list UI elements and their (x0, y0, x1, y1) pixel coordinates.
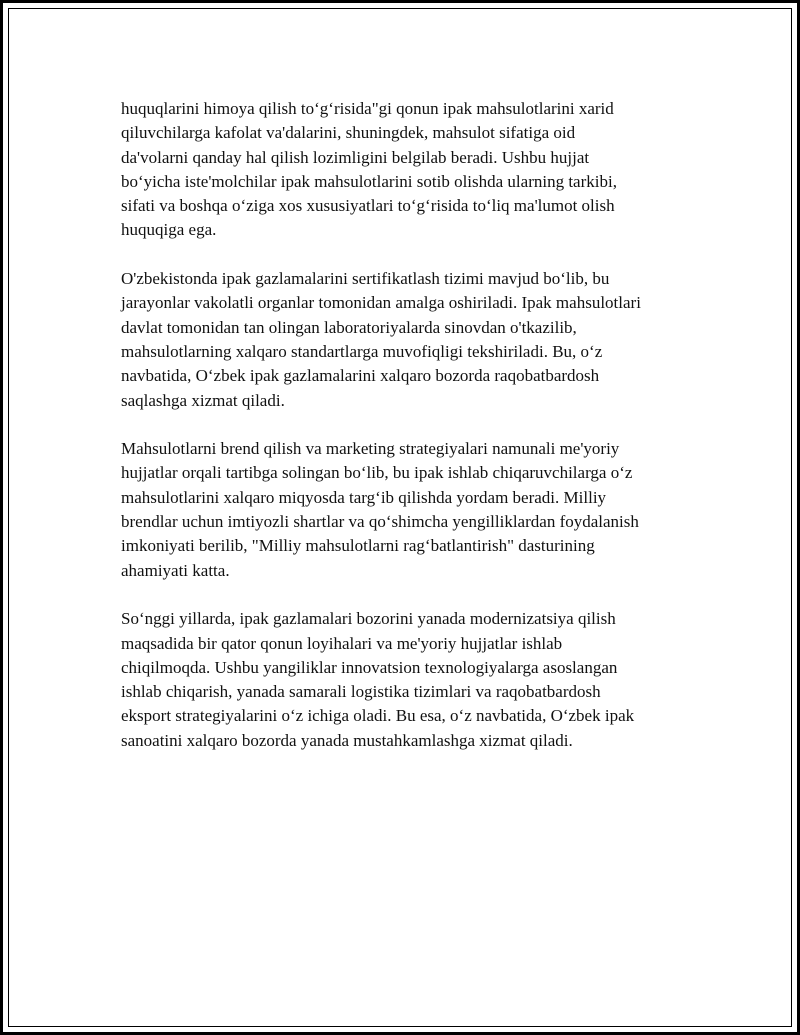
paragraph-branding (121, 437, 701, 583)
text-line: imkoniyati berilib, "Milliy mahsulotlarni rag‘batlantirish" dasturining (121, 536, 595, 556)
text-line: hujjatlar orqali tartibga solingan bo‘lib, bu ipak ishlab chiqaruvchilarga o‘z (121, 463, 633, 483)
text-line: ishlab chiqarish, yanada samarali logistika tizimlari va raqobatbardosh (121, 682, 601, 702)
text-line: Mahsulotlarni brend qilish va marketing strategiyalari namunali me'yoriy (121, 439, 620, 459)
text-line: eksport strategiyalarini o‘z ichiga oladi. Bu esa, o‘z navbatida, O‘zbek ipak (121, 706, 635, 726)
text-line: saqlashga xizmat qiladi. (121, 390, 285, 410)
text-line: So‘nggi yillarda, ipak gazlamalari bozorini yanada modernizatsiya qilish (121, 609, 616, 629)
text-line: chiqilmoqda. Ushbu yangiliklar innovatsion texnologiyalarga asoslangan (121, 657, 618, 677)
text-line: bo‘yicha iste'molchilar ipak mahsulotlarini sotib olishda ularning tarkibi, (121, 171, 617, 191)
text-line: mahsulotlarini xalqaro miqyosda targ‘ib qilishda yordam beradi. Milliy (121, 487, 607, 507)
text-line: mahsulotlarning xalqaro standartlarga muvofiqligi tekshiriladi. Bu, o‘z (121, 341, 603, 361)
paragraph-modernization (121, 607, 701, 753)
text-line: qiluvchilarga kafolat va'dalarini, shuningdek, mahsulot sifatiga oid (121, 123, 576, 143)
text-line: sifati va boshqa o‘ziga xos xususiyatlari to‘g‘risida to‘liq ma'lumot olish (121, 196, 615, 216)
paragraph-certification (121, 267, 701, 413)
text-line: huquqlarini himoya qilish to‘g‘risida"gi qonun ipak mahsulotlarini xarid (121, 99, 614, 118)
text-line: jarayonlar vakolatli organlar tomonidan amalga oshiriladi. Ipak mahsulotlari (121, 293, 641, 313)
document-body (121, 97, 701, 777)
text-line: navbatida, O‘zbek ipak gazlamalarini xalqaro bozorda raqobatbardosh (121, 366, 600, 386)
text-line: davlat tomonidan tan olingan laboratoriyalarda sinovdan o'tkazilib, (121, 317, 577, 337)
text-line: sanoatini xalqaro bozorda yanada mustahkamlashga xizmat qiladi. (121, 730, 573, 750)
paragraph-consumer-rights (121, 97, 701, 243)
text-line: O'zbekistonda ipak gazlamalarini sertifikatlash tizimi mavjud bo‘lib, bu (121, 269, 610, 289)
text-line: maqsadida bir qator qonun loyihalari va me'yoriy hujjatlar ishlab (121, 633, 563, 653)
text-line: brendlar uchun imtiyozli shartlar va qo‘shimcha yengilliklardan foydalanish (121, 512, 639, 532)
text-line: ahamiyati katta. (121, 560, 230, 580)
text-line: da'volarni qanday hal qilish lozimligini belgilab beradi. Ushbu hujjat (121, 147, 590, 167)
text-line: huquqiga ega. (121, 220, 217, 240)
